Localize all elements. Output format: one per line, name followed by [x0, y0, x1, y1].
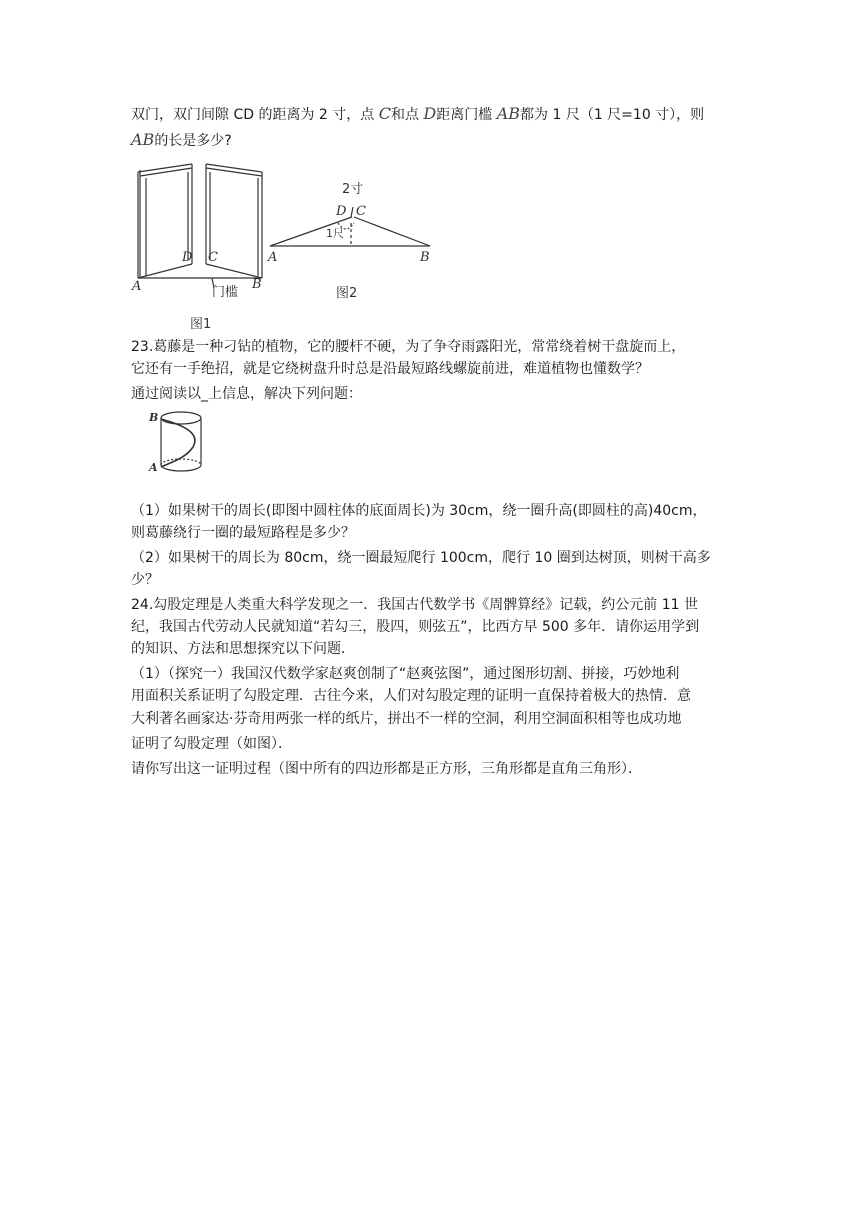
fig1-caption: 图1 — [190, 317, 212, 332]
fig1-label-a: A — [132, 279, 142, 294]
q23-line-1: 23.葛藤是一种刁钻的植物，它的腰杆不硬，为了争夺雨露阳光，常常绕着树干盘旋而上， — [131, 339, 686, 355]
q23-part2-line-1: （2）如果树干的周长为 80cm，绕一圈最短爬行 100cm，爬行 10 圈到达树顶，则树干高多 — [131, 550, 711, 566]
fig2-caption: 图2 — [336, 286, 358, 301]
fig2-label-1chi: 1尺 — [326, 227, 344, 240]
q23-line-2: 它还有一手绝招，就是它绕树盘升时总是沿最短路线螺旋前进，难道植物也懂数学？ — [131, 361, 649, 377]
fig2-label-b: B — [420, 250, 430, 265]
cylinder-label-a: A — [149, 461, 158, 474]
q22-line-1: 双门，双门间隙 CD 的距离为 2 寸，点 C和点 D距离门槛 AB都为 1 尺（1 尺=10 寸），则 — [131, 104, 705, 123]
q24-line-6: 大利著名画家达·芬奇用两张一样的纸片，拼出不一样的空洞，利用空洞面积相等也成功地 — [131, 711, 682, 727]
q24-line-5: 用面积关系证明了勾股定理．古往今来，人们对勾股定理的证明一直保持着极大的热情．意 — [131, 688, 691, 704]
q24-line-2: 纪，我国古代劳动人民就知道“若勾三，股四，则弦五”，比西方早 500 多年．请你运用学到 — [131, 619, 700, 635]
fig2-label-2cun: 2寸 — [342, 182, 364, 197]
q24-line-4: （1）（探究一）我国汉代数学家赵爽创制了“赵爽弦图”，通过图形切割、拼接，巧妙地利 — [131, 666, 680, 682]
cylinder-label-b: B — [149, 411, 159, 424]
door-figure-2 — [262, 175, 442, 305]
q23-line-3: 通过阅读以_上信息，解决下列问题： — [131, 386, 362, 402]
q22-line-2: AB的长是多少? — [131, 130, 232, 149]
var-c: C — [378, 104, 391, 123]
var-d: D — [423, 104, 437, 123]
q24-line-3: 的知识、方法和思想探究以下问题． — [131, 641, 355, 657]
cylinder-figure — [145, 405, 215, 480]
q24-line-8: 请你写出这一证明过程（图中所有的四边形都是正方形，三角形都是直角三角形）． — [131, 761, 642, 777]
q24-line-1: 24.勾股定理是人类重大科学发现之一．我国古代数学书《周髀算经》记载，约公元前 11 世 — [131, 597, 698, 613]
fig2-label-c: C — [356, 204, 366, 219]
q24-line-7: 证明了勾股定理（如图）． — [131, 736, 292, 752]
q23-part2-line-2: 少？ — [131, 572, 159, 588]
fig1-threshold-label: 门槛 — [212, 285, 239, 300]
fig2-label-d: D — [336, 204, 347, 219]
var-ab-2: AB — [131, 130, 155, 149]
door-figure-1 — [128, 160, 278, 335]
fig2-label-a: A — [268, 250, 278, 265]
fig1-label-c: C — [208, 250, 218, 265]
q23-part1-line-2: 则葛藤绕行一圈的最短路程是多少？ — [131, 525, 355, 541]
q23-part1-line-1: （1）如果树干的周长(即图中圆柱体的底面周长)为 30cm，绕一圈升高(即圆柱的高)40cm， — [131, 503, 707, 519]
fig1-label-b: B — [252, 277, 262, 292]
fig1-label-d: D — [182, 250, 193, 265]
var-ab: AB — [496, 104, 521, 123]
